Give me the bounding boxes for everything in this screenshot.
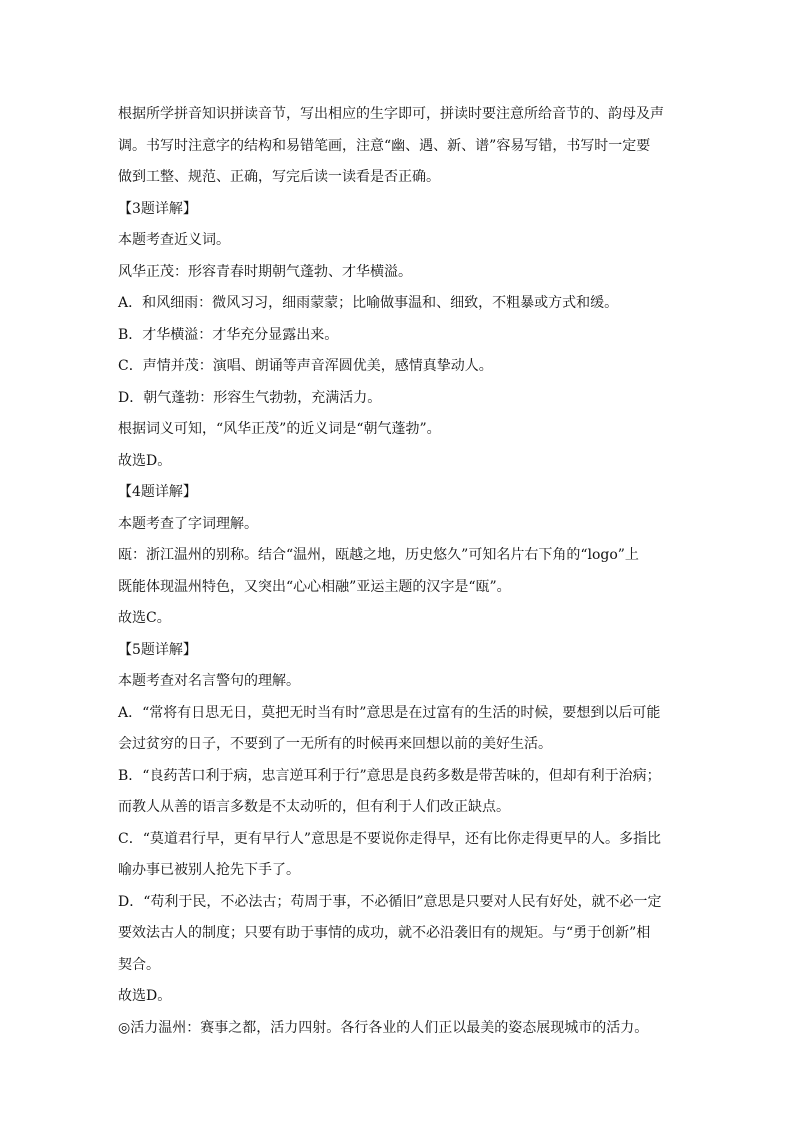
document-body: [118, 99, 678, 1044]
option-a: A．“常将有日思无日，莫把无时当有时”意思是在过富有的生活的时候，要想到以后可能: [118, 704, 661, 721]
answer-line: 故选D。: [118, 452, 172, 469]
paragraph-line: 风华正茂：形容青春时期朝气蓬勃、才华横溢。: [118, 263, 412, 280]
paragraph-line: 本题考查对名言警句的理解。: [118, 673, 300, 689]
option-b: B．才华横溢：才华充分显露出来。: [118, 326, 339, 343]
option-b: B．“良药苦口利于病，忠言逆耳利于行”意思是良药多数是带苦味的，但却有利于治病；: [118, 767, 661, 784]
option-a: A．和风细雨：微风习习，细雨蒙蒙；比喻做事温和、细致，不粗暴或方式和缓。: [118, 295, 619, 311]
paragraph-line: 调。书写时注意字的结构和易错笔画，注意“幽、遇、新、谱”容易写错，书写时一定要: [118, 137, 651, 154]
paragraph-line: 做到工整、规范、正确，写完后读一读看是否正确。: [118, 169, 440, 185]
paragraph-line: 而教人从善的语言多数是不太动听的，但有利于人们改正缺点。: [118, 799, 510, 815]
answer-line: 故选C。: [118, 610, 171, 626]
option-d: D．朝气蓬勃：形容生气勃勃，充满活力。: [118, 389, 382, 406]
paragraph-line: 喻办事已被别人抢先下手了。: [118, 862, 300, 878]
answer-line: 故选D。: [118, 988, 172, 1004]
option-d: D．“苟利于民，不必法古；苟周于事，不必循旧”意思是只要对人民有好处，就不必一定: [118, 893, 662, 910]
section-heading-3: 【3题详解】: [118, 200, 197, 217]
option-c: C．“莫道君行早，更有早行人”意思是不要说你走得早，还有比你走得更早的人。多指比: [118, 830, 662, 847]
section-intro-line: ◎活力温州：赛事之都，活力四射。各行各业的人们正以最美的姿态展现城市的活力。: [118, 1019, 649, 1036]
paragraph-line: 本题考查近义词。: [118, 232, 230, 248]
section-heading-4: 【4题详解】: [118, 484, 197, 500]
paragraph-line: 根据所学拼音知识拼读音节，写出相应的生字即可，拼读时要注意所给音节的、韵母及声: [118, 106, 664, 122]
paragraph-line: 契合。: [118, 956, 160, 973]
paragraph-line: 要效法古人的制度；只要有助于事情的成功，就不必沿袭旧有的规矩。与“勇于创新”相: [118, 925, 651, 941]
paragraph-line: 瓯：浙江温州的别称。结合“温州，瓯越之地，历史悠久”可知名片右下角的“logo”上: [118, 547, 639, 563]
paragraph-line: 会过贫穷的日子，不要到了一无所有的时候再来回想以前的美好生活。: [118, 736, 552, 752]
section-heading-5: 【5题详解】: [118, 641, 197, 658]
paragraph-line: 本题考查了字词理解。: [118, 515, 258, 532]
option-c: C．声情并茂：演唱、朗诵等声音浑圆优美，感情真挚动人。: [118, 358, 493, 374]
paragraph-line: 既能体现温州特色，又突出“心心相融”亚运主题的汉字是“瓯”。: [118, 578, 511, 595]
paragraph-line: 根据词义可知，“风华正茂”的近义词是“朝气蓬勃”。: [118, 421, 441, 437]
